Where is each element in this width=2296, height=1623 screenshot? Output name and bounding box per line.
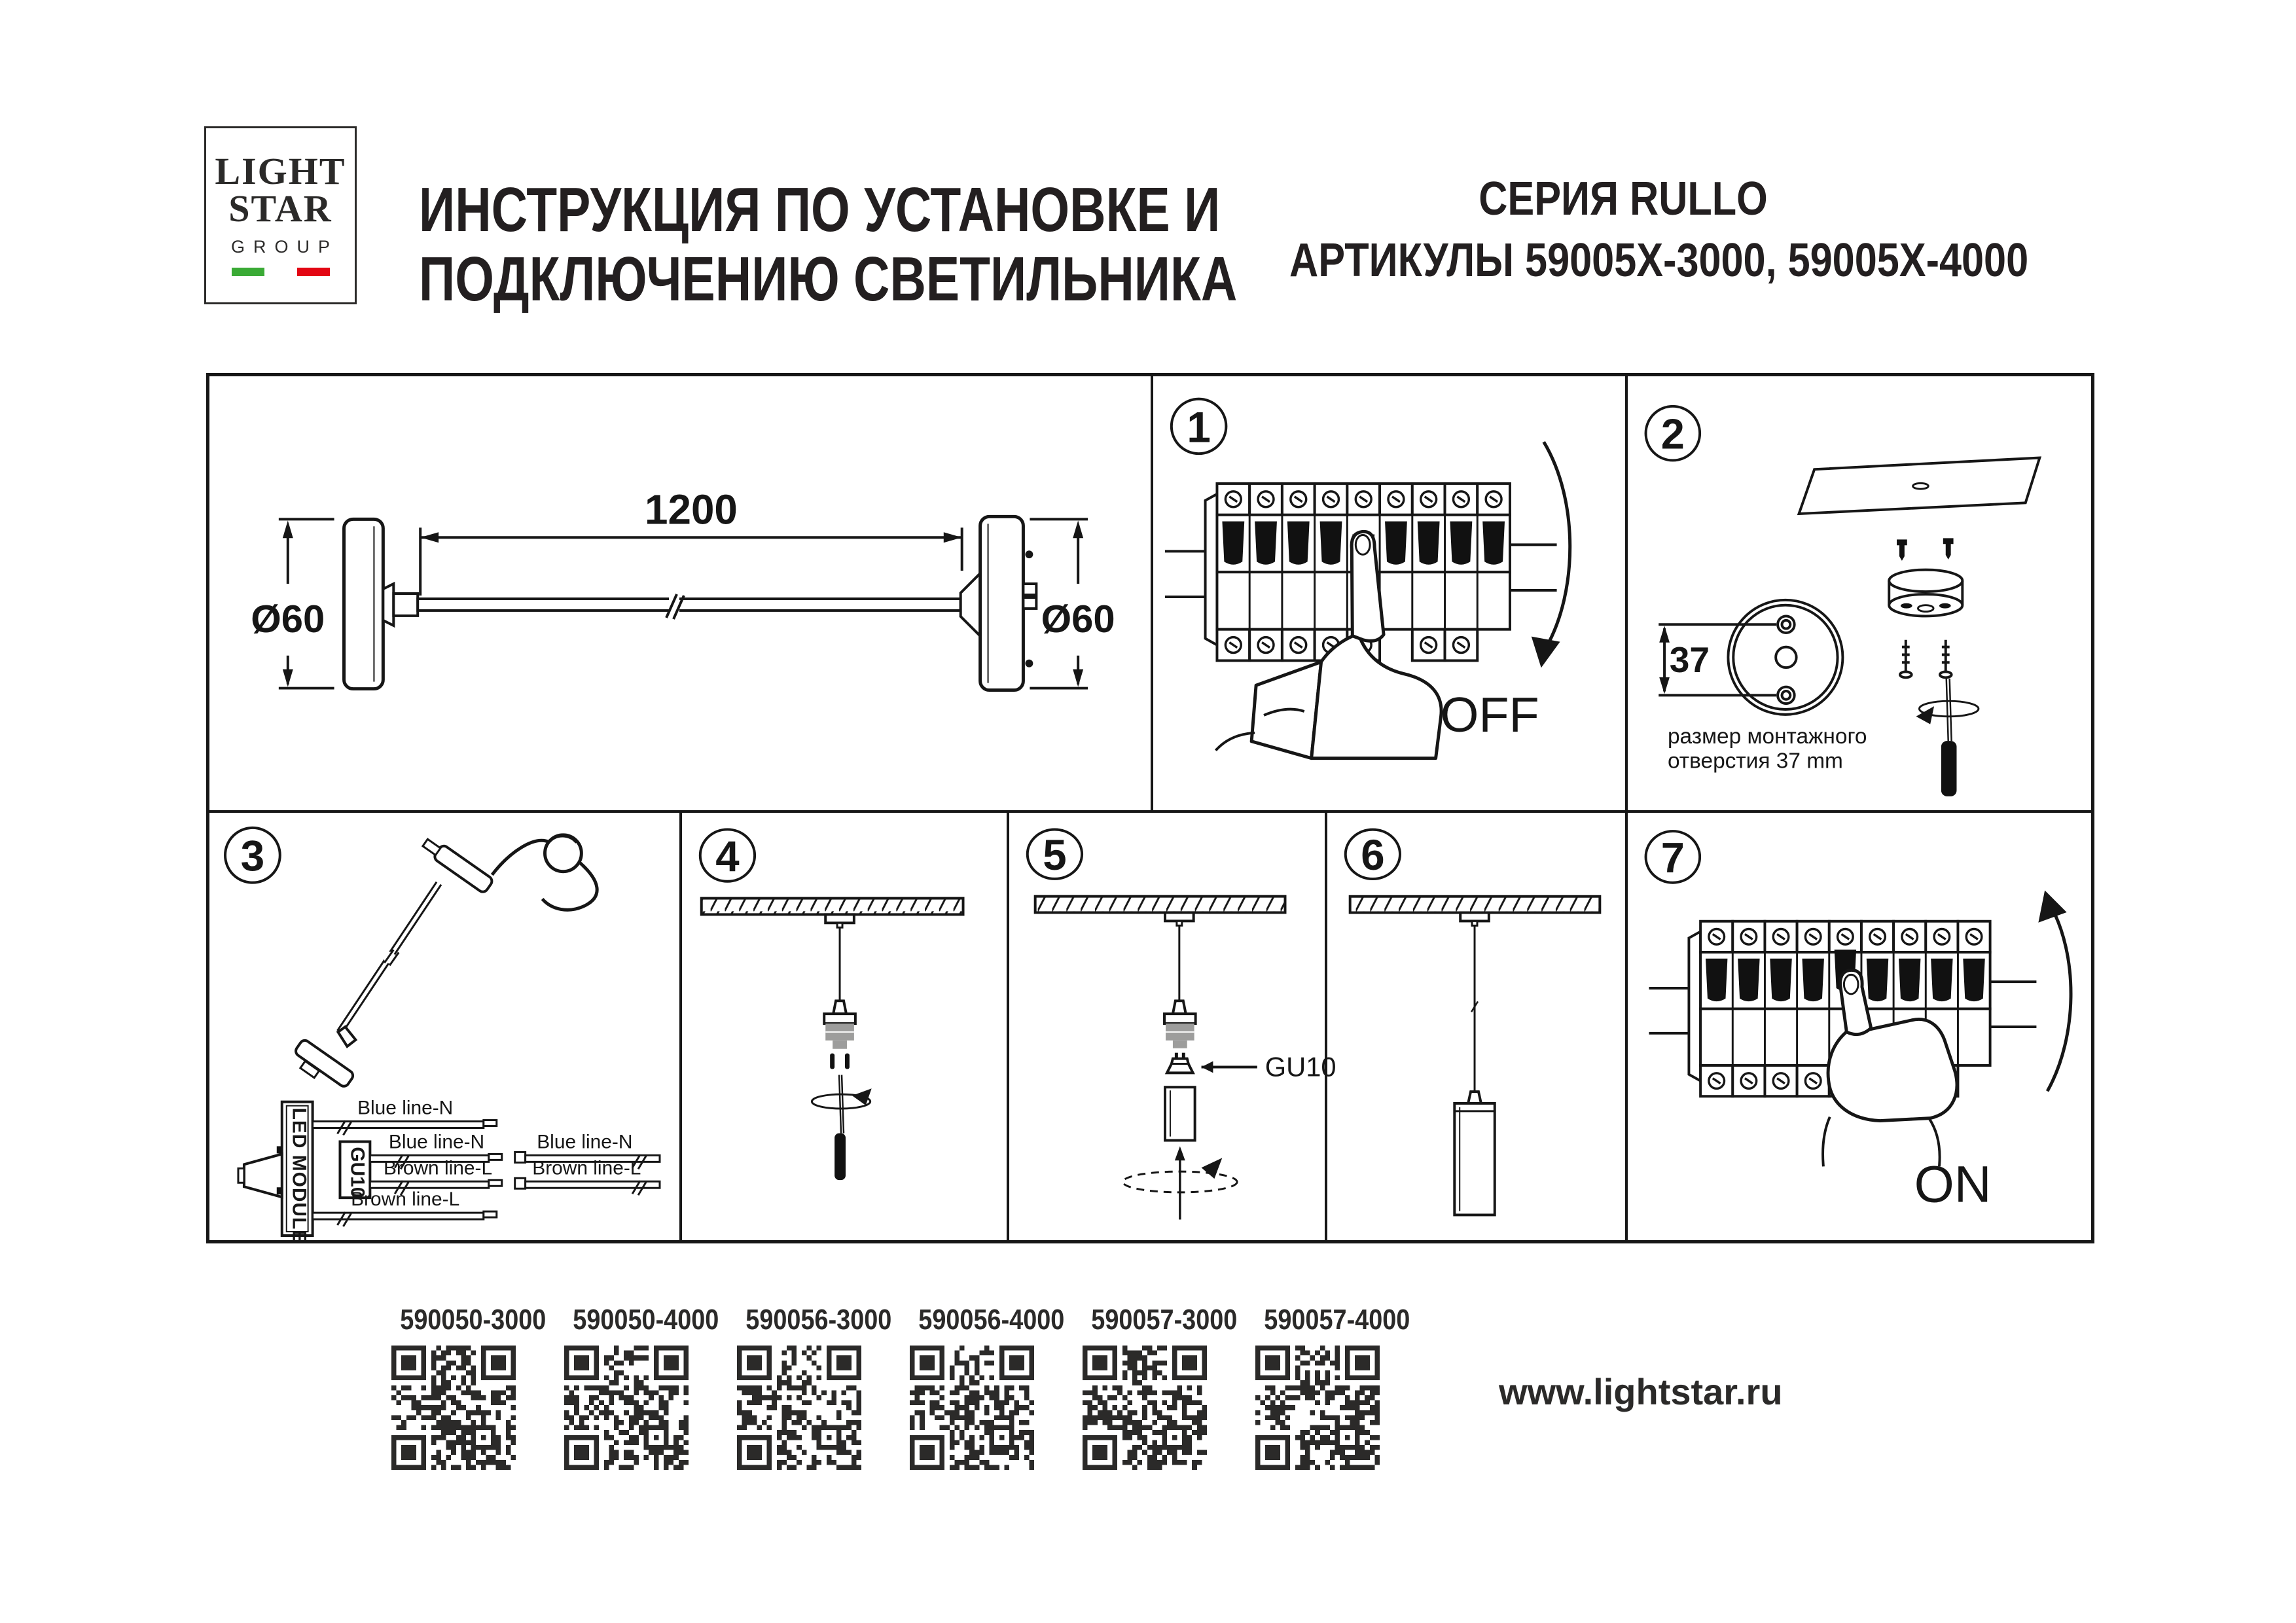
title-line-2: ПОДКЛЮЧЕНИЮ СВЕТИЛЬНИКА: [419, 243, 1238, 314]
step-number: 5: [1043, 830, 1067, 879]
rotate-up-arrow-icon: [2047, 904, 2071, 1091]
logo-group: GROUP: [230, 236, 338, 257]
step-number: 6: [1361, 831, 1385, 880]
pendant-with-cable: [289, 835, 597, 1096]
finished-pendant: [1454, 913, 1494, 1215]
article-label: 590050-4000: [573, 1304, 719, 1336]
mounting-diagram: [1628, 376, 2091, 810]
qr-block: [391, 1304, 547, 1470]
hole-dim-label: 37: [1669, 639, 1710, 680]
qr-code: [391, 1346, 516, 1470]
ceiling: [702, 899, 963, 915]
breaker-off-diagram: [1153, 376, 1625, 810]
qr-block: [910, 1304, 1065, 1470]
qr-code: [910, 1346, 1034, 1470]
suspension: [824, 914, 855, 1024]
pendant-side-view: [344, 516, 1037, 690]
hole-caption-1: размер монтажного: [1667, 724, 1867, 749]
lamp-dimension-diagram: [209, 376, 1151, 810]
mounting-cup: [1889, 570, 1962, 616]
wire-label-r1: Blue line-N: [537, 1131, 633, 1153]
series-name: СЕРИЯ RULLO: [1479, 173, 1768, 225]
qr-code-row: [391, 1304, 1410, 1470]
qr-code: [564, 1346, 689, 1470]
connector-gray: [1166, 1024, 1194, 1048]
step-number: 7: [1660, 833, 1685, 882]
panel-step-4: [682, 813, 1007, 1240]
gu10-socket-label: GU10: [346, 1147, 368, 1198]
wire-label-1: Blue line-N: [357, 1097, 454, 1119]
qr-block: [737, 1304, 892, 1470]
connector-gray: [825, 1024, 854, 1049]
dim-diameter-left: Ø60: [251, 596, 325, 641]
hole-caption-2: отверстия 37 mm: [1667, 749, 1843, 774]
qr-block: [1083, 1304, 1238, 1470]
instruction-grid: [206, 373, 2094, 1243]
wire-label-2: Blue line-N: [388, 1131, 485, 1153]
assembled-pendant-diagram: [1327, 813, 1625, 1240]
gu10-bulb-icon: [1167, 1053, 1193, 1073]
article-label: 590056-3000: [745, 1304, 892, 1336]
article-label: 590050-3000: [400, 1304, 547, 1336]
cord-install-diagram: [682, 813, 1007, 1240]
breaker-on-diagram: [1628, 813, 2091, 1240]
step-number: 3: [240, 831, 265, 880]
dim-length-label: 1200: [644, 486, 738, 533]
ceiling: [1350, 897, 1600, 913]
panel-step-5: [1009, 813, 1336, 1240]
panel-step-7: [1628, 813, 2091, 1240]
screws: [1900, 640, 1952, 678]
ceiling-plate: [1799, 458, 2040, 514]
qr-block: [1255, 1304, 1410, 1470]
qr-code: [1083, 1346, 1207, 1470]
step-number: 4: [715, 832, 740, 880]
step-number: 1: [1187, 403, 1211, 452]
lightstar-logo: [204, 126, 357, 304]
page-title: [419, 175, 1237, 313]
on-label: ON: [1914, 1155, 1992, 1213]
series-header: [1289, 173, 2029, 287]
panel-step-3: [209, 813, 679, 1244]
qr-code: [1255, 1346, 1380, 1470]
wire-label-3: Brown line-L: [383, 1157, 493, 1179]
off-label: OFF: [1440, 687, 1539, 743]
bulb-label: GU10: [1265, 1051, 1336, 1082]
panel-step-2: [1628, 376, 2091, 810]
qr-block: [564, 1304, 719, 1470]
ceiling: [1035, 897, 1285, 913]
website-url: www.lightstar.ru: [1499, 1371, 1783, 1412]
articles: АРТИКУЛЫ 59005X-3000, 59005X-4000: [1289, 234, 2029, 287]
suspension: [1164, 912, 1196, 1024]
panel-step-6: [1327, 813, 1625, 1240]
bulb-install-diagram: [1009, 813, 1336, 1240]
wire-label-r2: Brown line-L: [532, 1157, 641, 1179]
arrowhead: [2038, 891, 2066, 923]
article-label: 590057-3000: [1091, 1304, 1238, 1336]
article-label: 590056-4000: [918, 1304, 1065, 1336]
logo-star: STAR: [228, 187, 332, 230]
step-number: 2: [1660, 410, 1685, 458]
dim-diameter-right: Ø60: [1041, 596, 1115, 641]
screwdriver-icon: [812, 1075, 871, 1180]
shade-cylinder: [1165, 1087, 1195, 1140]
led-module-label: LED MODULE: [288, 1107, 310, 1244]
wall-anchors: [1897, 538, 1954, 560]
rotate-up-arrow-icon: [1123, 1146, 1238, 1219]
logo-light: LIGHT: [215, 150, 346, 192]
qr-code: [737, 1346, 861, 1470]
contact-pin: [830, 1054, 834, 1069]
wiring-diagram: [209, 813, 679, 1244]
arrowhead: [1532, 637, 1560, 668]
contact-pin: [845, 1054, 850, 1069]
panel-step-1: [1153, 376, 1625, 810]
title-line-1: ИНСТРУКЦИЯ ПО УСТАНОВКЕ И: [419, 175, 1221, 245]
screwdriver-icon: [1916, 679, 1979, 796]
panel-dimensions: [209, 376, 1151, 810]
italian-flag-icon: [232, 268, 330, 276]
article-label: 590057-4000: [1264, 1304, 1410, 1336]
wire-label-4: Brown line-L: [351, 1188, 460, 1211]
